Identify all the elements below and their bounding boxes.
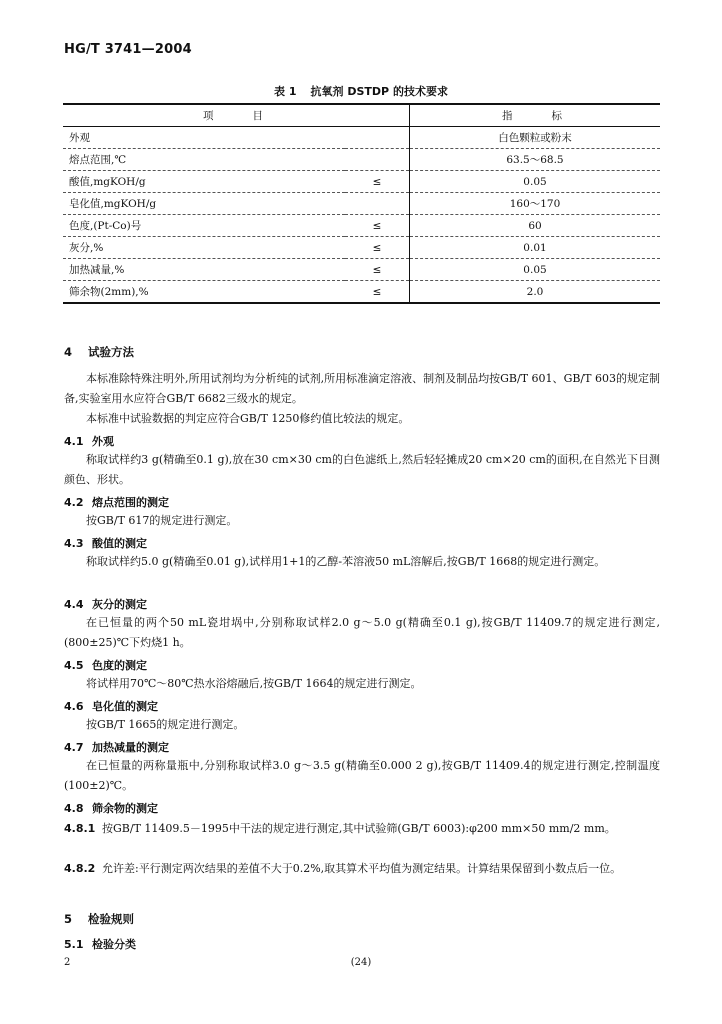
- page-number: 2: [64, 957, 71, 968]
- table-row: [63, 127, 660, 149]
- standard-code: HG/T 3741—2004: [64, 42, 192, 57]
- row-operator: ≤: [345, 281, 410, 304]
- section-4-7-text: 在已恒量的两称量瓶中,分别称取试样3.0 g～3.5 g(精确至0.000 2 g),按GB/T 11409.4的规定进行测定,控制温度(100±2)℃。: [64, 759, 660, 792]
- row-operator: [345, 193, 410, 215]
- section-4-8-heading: 4.8 筛余物的测定: [64, 802, 158, 815]
- table-row: [63, 193, 660, 215]
- section-4-8-2-num: 4.8.2: [64, 862, 96, 875]
- section-4-4-heading: 4.4 灰分的测定: [64, 598, 147, 611]
- section-4-3-heading: 4.3 酸值的测定: [64, 537, 147, 550]
- row-item: 筛余物(2mm),%: [63, 281, 345, 304]
- header-item: 项 目: [63, 104, 410, 127]
- section-4-1-heading: 4.1 外观: [64, 435, 114, 448]
- row-item: 酸值,mgKOH/g: [63, 171, 345, 193]
- table-header-row: [63, 104, 660, 127]
- section-4-5-text: 将试样用70℃～80℃热水浴熔融后,按GB/T 1664的规定进行测定。: [86, 677, 422, 690]
- row-value: 0.05: [410, 171, 661, 193]
- section-4-6-text: 按GB/T 1665的规定进行测定。: [86, 718, 245, 731]
- table-row: [63, 259, 660, 281]
- footer-center-number: (24): [350, 957, 372, 968]
- row-operator: ≤: [345, 237, 410, 259]
- table-body: [63, 127, 660, 304]
- table-label: 表 1: [274, 85, 297, 98]
- section-4-2-text: 按GB/T 617的规定进行测定。: [86, 514, 238, 527]
- table-row: [63, 281, 660, 304]
- section-4-2-heading: 4.2 熔点范围的测定: [64, 496, 169, 509]
- section-4-6-heading: 4.6 皂化值的测定: [64, 700, 158, 713]
- row-value: 0.05: [410, 259, 661, 281]
- section-4-heading: 4 试验方法: [64, 345, 134, 359]
- row-operator: [345, 149, 410, 171]
- header-value: 指 标: [410, 104, 661, 127]
- row-item: 灰分,%: [63, 237, 345, 259]
- technical-requirements-table: [63, 103, 660, 304]
- section-4-8-1-num: 4.8.1: [64, 822, 96, 835]
- row-item: 熔点范围,℃: [63, 149, 345, 171]
- table-row: [63, 149, 660, 171]
- table-row: [63, 237, 660, 259]
- row-operator: [345, 127, 410, 149]
- table-row: [63, 171, 660, 193]
- section-5-1-heading: 5.1 检验分类: [64, 938, 136, 951]
- row-value: 0.01: [410, 237, 661, 259]
- row-operator: ≤: [345, 259, 410, 281]
- row-operator: ≤: [345, 171, 410, 193]
- row-item: 外观: [63, 127, 345, 149]
- row-value: 白色颗粒或粉末: [410, 127, 661, 149]
- row-item: 加热减量,%: [63, 259, 345, 281]
- section-4-para-2: 本标准中试验数据的判定应符合GB/T 1250修约值比较法的规定。: [86, 412, 410, 425]
- section-4-4-text: 在已恒量的两个50 mL瓷坩埚中,分别称取试样2.0 g～5.0 g(精确至0.1 g),按GB/T 11409.7的规定进行测定,(800±25)℃下灼烧1 h。: [64, 616, 660, 649]
- section-4-3-text: 称取试样约5.0 g(精确至0.01 g),试样用1+1的乙醇-苯溶液50 mL溶解后,按GB/T 1668的规定进行测定。: [86, 555, 606, 568]
- section-4-8-2-text: 4.8.2 允许差:平行测定两次结果的差值不大于0.2%,取其算术平均值为测定结果。计算结果保留到小数点后一位。: [64, 859, 660, 879]
- section-5-heading: 5 检验规则: [64, 912, 134, 926]
- row-value: 63.5～68.5: [410, 149, 661, 171]
- table-title: 抗氧剂 DSTDP 的技术要求: [310, 85, 448, 98]
- row-value: 160～170: [410, 193, 661, 215]
- section-4-para-1: 本标准除特殊注明外,所用试剂均为分析纯的试剂,所用标准滴定溶液、制剂及制品均按GB/T 601、GB/T 603的规定制备,实验室用水应符合GB/T 6682三级水的规定。: [64, 372, 660, 405]
- section-4-7-heading: 4.7 加热减量的测定: [64, 741, 169, 754]
- row-item: 色度,(Pt-Co)号: [63, 215, 345, 237]
- row-item: 皂化值,mgKOH/g: [63, 193, 345, 215]
- section-4-5-heading: 4.5 色度的测定: [64, 659, 147, 672]
- section-4-8-1-text: 4.8.1 按GB/T 11409.5－1995中干法的规定进行测定,其中试验筛(GB/T 6003):φ200 mm×50 mm/2 mm。: [64, 819, 660, 839]
- section-4-1-text: 称取试样约3 g(精确至0.1 g),放在30 cm×30 cm的白色滤纸上,然后轻轻摊成20 cm×20 cm的面积,在自然光下目测颜色、形状。: [64, 453, 660, 486]
- table-caption: [0, 83, 722, 99]
- row-operator: ≤: [345, 215, 410, 237]
- row-value: 60: [410, 215, 661, 237]
- table-row: [63, 215, 660, 237]
- row-value: 2.0: [410, 281, 661, 304]
